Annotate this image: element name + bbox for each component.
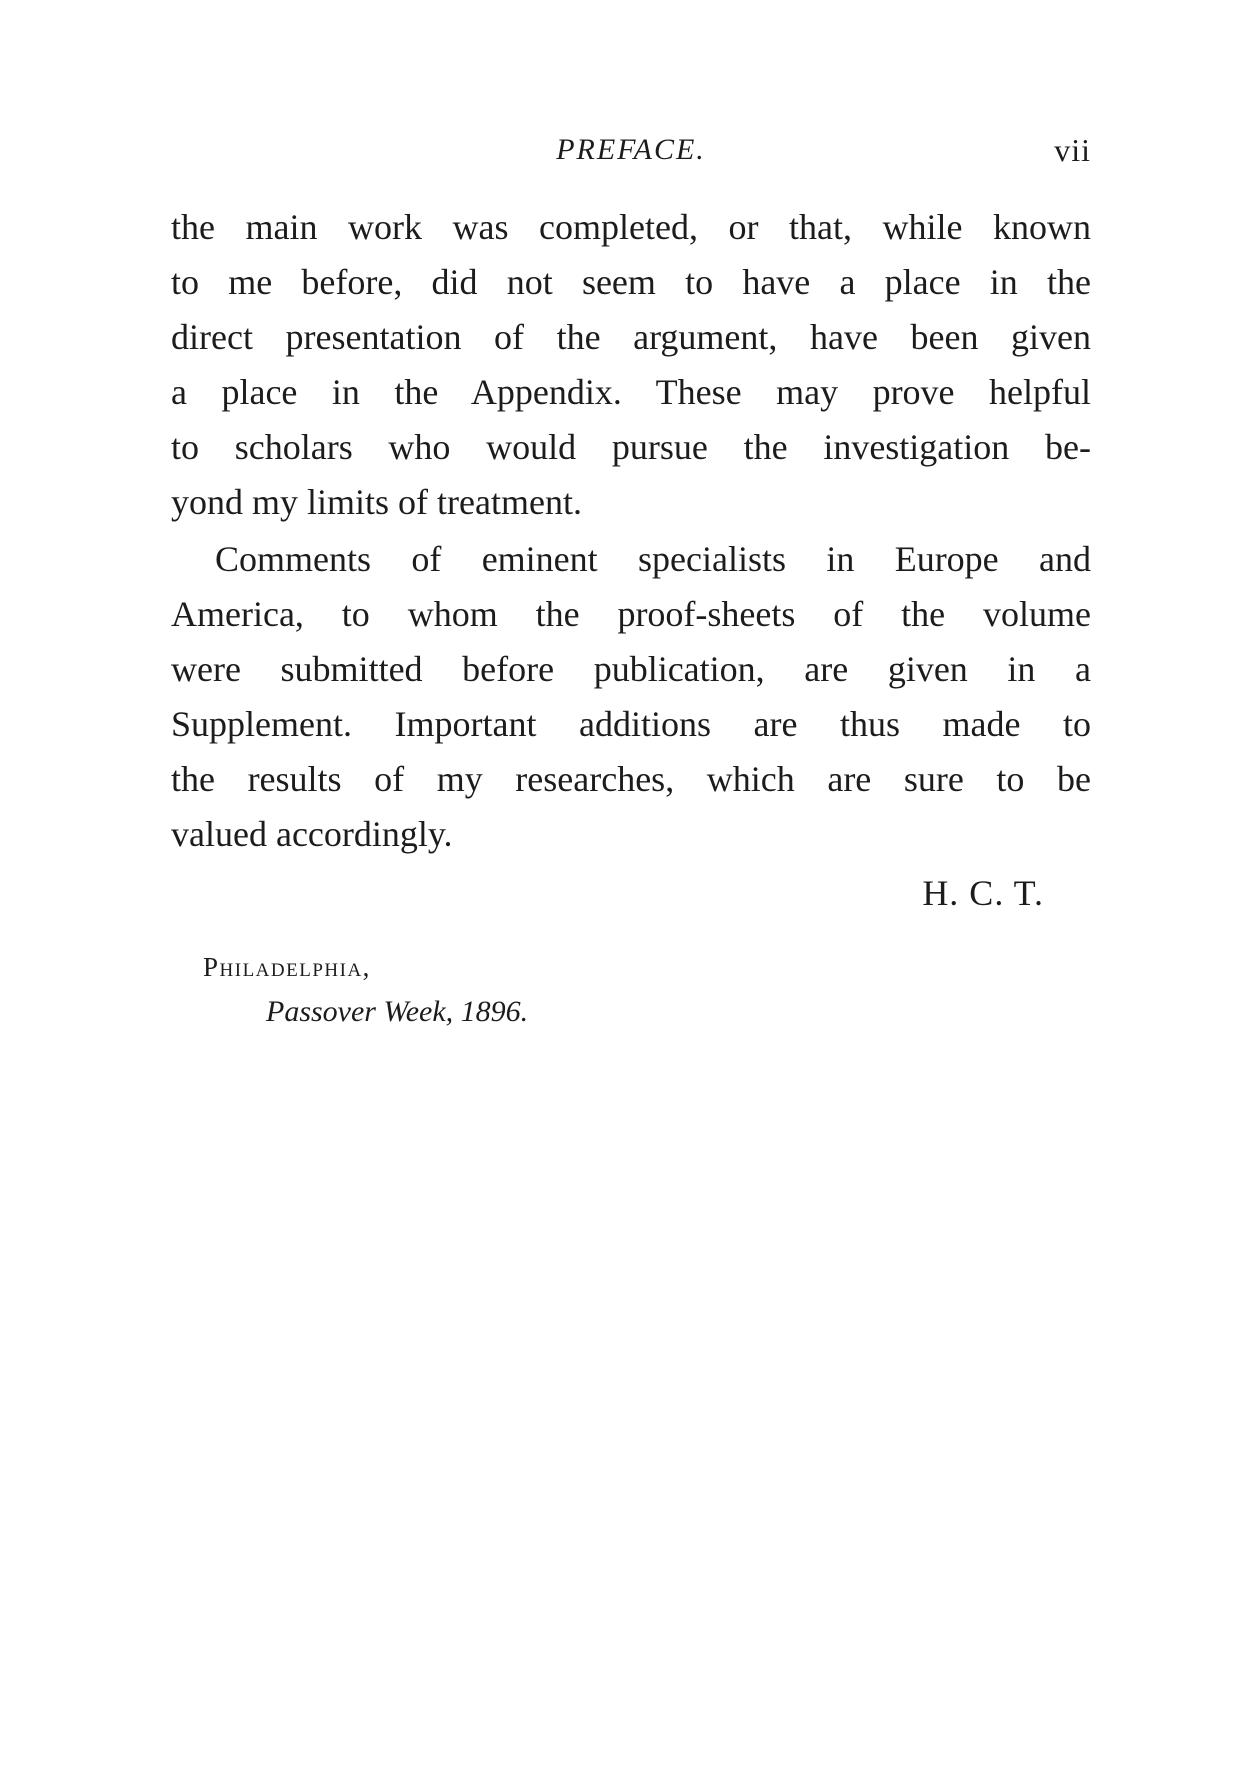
text-line: direct presentation of the argument, have been given [171, 317, 1091, 357]
paragraph-continued [171, 200, 1091, 530]
text-line: to me before, did not seem to have a place in the [171, 262, 1091, 302]
date-line: Passover Week, 1896. [266, 995, 529, 1028]
running-head-title: PREFACE. [556, 133, 706, 166]
text-line: America, to whom the proof-sheets of the volume [171, 594, 1091, 634]
author-initials: H. C. T. [922, 873, 1044, 913]
text-line: yond my limits of treatment. [171, 482, 582, 522]
text-line: a place in the Appendix. These may prove helpful [171, 372, 1091, 412]
paragraph-comments [171, 532, 1091, 862]
text-line: were submitted before publication, are given in a [171, 649, 1091, 689]
running-head [171, 128, 1091, 172]
place-line: Philadelphia, [203, 952, 371, 982]
text-line: Comments of eminent specialists in Europe and [215, 539, 1091, 579]
text-line: the results of my researches, which are sure to be [171, 759, 1091, 799]
text-line: the main work was completed, or that, while known [171, 207, 1091, 247]
text-line: Supplement. Important additions are thus made to [171, 704, 1091, 744]
page-number: vii [1054, 132, 1091, 168]
text-line: valued accordingly. [171, 814, 453, 854]
text-line: to scholars who would pursue the investigation be- [171, 427, 1091, 467]
